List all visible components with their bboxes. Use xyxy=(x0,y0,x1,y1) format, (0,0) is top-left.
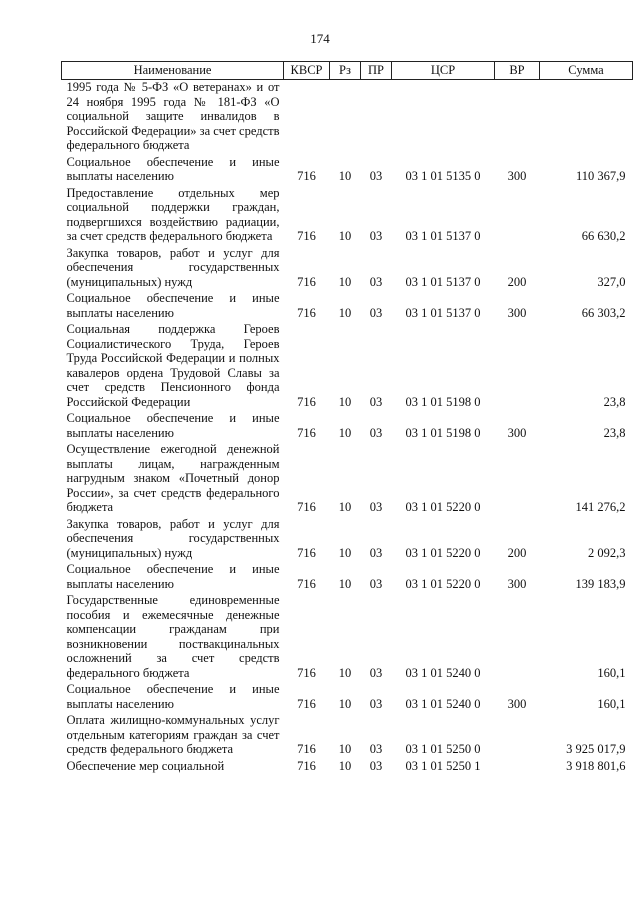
cell-pr: 03 xyxy=(369,274,383,289)
cell-kvsr: 716 xyxy=(297,425,316,440)
cell-sum: 110 367,9 xyxy=(575,169,626,183)
cell-rz: 10 xyxy=(338,425,352,440)
cell-pr: 03 xyxy=(369,758,383,773)
cell-kvsr: 716 xyxy=(297,394,316,409)
cell-vr: 300 xyxy=(507,305,527,320)
header-pr: ПР xyxy=(361,62,392,80)
cell-vr xyxy=(495,759,540,776)
header-sum: Сумма xyxy=(540,62,633,80)
header-rz: Рз xyxy=(330,62,361,80)
cell-pr: 03 xyxy=(369,425,383,440)
cell-vr xyxy=(495,713,540,759)
cell-vr: 300 xyxy=(507,576,527,591)
row-name-text: Закупка товаров, работ и услуг для обеспечения государственных (муниципальных) нужд xyxy=(66,245,280,289)
row-name-text: Государственные единовременные пособия и ежемесячные денежные компенсации гражданам при возникновении поствакцинальных осложнений за счет средств федерального бюджета xyxy=(66,593,280,680)
cell-rz: 10 xyxy=(338,696,352,711)
cell-pr: 03 xyxy=(369,545,383,560)
cell-sum: 139 183,9 xyxy=(575,576,626,591)
cell-csr: 03 1 01 5220 0 xyxy=(405,545,481,560)
cell-rz: 10 xyxy=(338,545,352,560)
cell-kvsr xyxy=(284,80,330,155)
cell-csr xyxy=(392,80,495,155)
cell-rz: 10 xyxy=(338,576,352,591)
cell-rz: 10 xyxy=(338,665,352,680)
cell-name xyxy=(62,186,284,246)
cell-pr: 03 xyxy=(369,665,383,680)
table-row xyxy=(62,246,633,292)
page-number: 174 xyxy=(310,31,330,46)
cell-sum: 23,8 xyxy=(603,425,626,440)
cell-sum: 3 918 801,6 xyxy=(566,758,626,773)
cell-pr: 03 xyxy=(369,696,383,711)
cell-name xyxy=(62,80,284,155)
cell-vr: 300 xyxy=(507,696,527,711)
table-row xyxy=(62,562,633,593)
table-header xyxy=(62,62,633,80)
cell-kvsr: 716 xyxy=(297,500,316,514)
cell-sum: 3 925 017,9 xyxy=(566,742,626,756)
table-row xyxy=(62,517,633,563)
cell-vr: 300 xyxy=(507,425,527,440)
cell-name xyxy=(62,593,284,682)
row-name-text: Социальная поддержка Героев Социалистического Труда, Героев Труда Российской Федерации и полных кавалеров ордена Трудовой Славы за счет средств Пенсионного фонда Российской Федерации xyxy=(66,322,280,409)
row-name-text: Социальное обеспечение и иные выплаты населению xyxy=(66,291,280,320)
cell-csr: 03 1 01 5240 0 xyxy=(405,665,481,680)
cell-pr: 03 xyxy=(369,394,383,409)
cell-csr: 03 1 01 5198 0 xyxy=(405,394,481,409)
row-name-text: Социальное обеспечение и иные выплаты населению xyxy=(66,411,280,440)
cell-pr: 03 xyxy=(369,742,383,756)
cell-pr: 03 xyxy=(369,576,383,591)
cell-pr: 03 xyxy=(369,229,383,243)
table-row xyxy=(62,682,633,713)
cell-csr: 03 1 01 5220 0 xyxy=(405,576,481,591)
cell-vr xyxy=(495,186,540,246)
row-name-text: Оплата жилищно-коммунальных услуг отдельным категориям граждан за счет средств федерального бюджета xyxy=(66,713,280,756)
row-name-text: Осуществление ежегодной денежной выплаты лицам, награжденным нагрудным знаком «Почетный донор России», за счет средств федерального бюджета xyxy=(66,442,280,514)
cell-kvsr: 716 xyxy=(297,305,316,320)
cell-vr: 200 xyxy=(507,274,527,289)
cell-csr: 03 1 01 5240 0 xyxy=(405,696,481,711)
cell-sum: 160,1 xyxy=(597,665,626,680)
row-name-text: Закупка товаров, работ и услуг для обеспечения государственных (муниципальных) нужд xyxy=(66,516,280,560)
cell-name xyxy=(62,713,284,759)
cell-sum: 327,0 xyxy=(597,274,626,289)
header-vr: ВР xyxy=(495,62,540,80)
cell-vr xyxy=(495,593,540,682)
header-csr: ЦСР xyxy=(392,62,495,80)
cell-rz: 10 xyxy=(338,758,352,773)
cell-name xyxy=(62,442,284,517)
cell-csr: 03 1 01 5137 0 xyxy=(405,274,481,289)
cell-name xyxy=(62,322,284,411)
row-name-text: Социальное обеспечение и иные выплаты населению xyxy=(66,562,280,591)
cell-name xyxy=(62,562,284,593)
table-row xyxy=(62,291,633,322)
row-name-text: Социальное обеспечение и иные выплаты населению xyxy=(66,682,280,711)
cell-name xyxy=(62,682,284,713)
cell-pr: 03 xyxy=(369,500,383,514)
table-row xyxy=(62,80,633,155)
table-row xyxy=(62,186,633,246)
cell-name xyxy=(62,517,284,563)
cell-kvsr: 716 xyxy=(297,229,316,243)
cell-rz: 10 xyxy=(338,274,352,289)
cell-kvsr: 716 xyxy=(297,545,316,560)
cell-name xyxy=(62,759,284,776)
cell-name xyxy=(62,155,284,186)
row-name-text: 1995 года № 5-ФЗ «О ветеранах» и от 24 ноября 1995 года № 181-ФЗ «О социальной защите инвалидов в Российской Федерации» за счет средств федерального бюджета xyxy=(66,80,280,152)
row-name-text: Предоставление отдельных мер социальной поддержки граждан, подвергшихся воздействию радиации, за счет средств федерального бюджета xyxy=(66,185,280,243)
header-kvsr: КВСР xyxy=(284,62,330,80)
table-row xyxy=(62,322,633,411)
cell-csr: 03 1 01 5220 0 xyxy=(405,500,481,514)
cell-kvsr: 716 xyxy=(297,274,316,289)
cell-pr xyxy=(361,80,392,155)
cell-sum xyxy=(540,80,633,155)
cell-rz: 10 xyxy=(338,394,352,409)
cell-kvsr: 716 xyxy=(297,169,316,183)
cell-kvsr: 716 xyxy=(297,696,316,711)
cell-pr: 03 xyxy=(369,169,383,183)
cell-vr: 300 xyxy=(507,169,527,183)
cell-name xyxy=(62,246,284,292)
cell-name xyxy=(62,411,284,442)
cell-kvsr: 716 xyxy=(297,742,316,756)
cell-sum: 2 092,3 xyxy=(588,545,626,560)
table-row xyxy=(62,442,633,517)
table-row xyxy=(62,593,633,682)
cell-kvsr: 716 xyxy=(297,758,316,773)
row-name-text: Социальное обеспечение и иные выплаты населению xyxy=(66,154,280,183)
cell-rz: 10 xyxy=(338,229,352,243)
cell-rz: 10 xyxy=(338,169,352,183)
cell-csr: 03 1 01 5135 0 xyxy=(405,169,481,183)
table-row xyxy=(62,759,633,776)
cell-csr: 03 1 01 5250 1 xyxy=(405,758,481,773)
cell-rz xyxy=(330,80,361,155)
cell-vr xyxy=(495,442,540,517)
cell-rz: 10 xyxy=(338,305,352,320)
table-row xyxy=(62,411,633,442)
cell-sum: 66 630,2 xyxy=(581,229,626,243)
cell-name xyxy=(62,291,284,322)
cell-csr: 03 1 01 5250 0 xyxy=(405,742,481,756)
cell-vr xyxy=(495,322,540,411)
cell-kvsr: 716 xyxy=(297,576,316,591)
cell-sum: 23,8 xyxy=(603,394,626,409)
cell-pr: 03 xyxy=(369,305,383,320)
cell-sum: 141 276,2 xyxy=(575,500,626,514)
header-name: Наименование xyxy=(62,62,284,80)
cell-kvsr: 716 xyxy=(297,665,316,680)
cell-sum: 66 303,2 xyxy=(581,305,626,320)
table-body xyxy=(62,80,633,776)
row-name-text: Обеспечение мер социальной xyxy=(66,758,225,773)
cell-sum: 160,1 xyxy=(597,696,626,711)
cell-csr: 03 1 01 5137 0 xyxy=(405,305,481,320)
cell-csr: 03 1 01 5198 0 xyxy=(405,425,481,440)
table-row xyxy=(62,713,633,759)
cell-csr: 03 1 01 5137 0 xyxy=(405,229,481,243)
table-row xyxy=(62,155,633,186)
cell-vr: 200 xyxy=(507,545,527,560)
cell-vr xyxy=(495,80,540,155)
budget-table xyxy=(61,61,633,775)
cell-rz: 10 xyxy=(338,742,352,756)
cell-rz: 10 xyxy=(338,500,352,514)
